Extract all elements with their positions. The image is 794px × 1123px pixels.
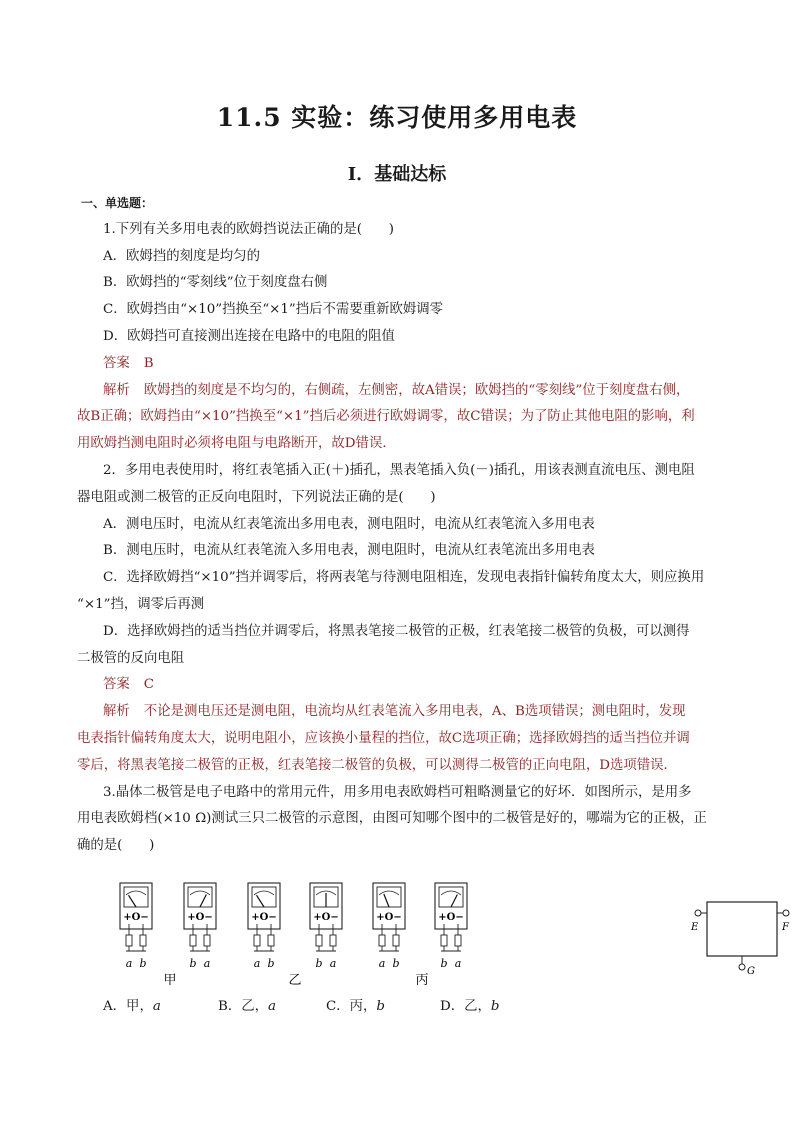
option-letter: b xyxy=(376,999,385,1014)
q1-stem: 1.下列有关多用电表的欧姆挡说法正确的是( ) xyxy=(103,221,395,237)
option-letter: a xyxy=(268,999,276,1014)
q3-option-b xyxy=(218,995,276,1014)
meter-needle xyxy=(200,895,206,907)
meter-terminal-symbol: +O− xyxy=(438,912,464,923)
q3-stem-line: 3.晶体二极管是电子电路中的常用元件，用多用电表欧姆档可粗略测量它的好坏．如图所示，是用多 xyxy=(103,784,692,800)
q2-analysis-line: 电表指针偏转角度太大，说明电阻小，应该换小量程的挡位，故C选项正确；选择欧姆挡的适当挡位并调 xyxy=(77,730,690,746)
option-prefix: D．乙， xyxy=(440,999,491,1014)
probe-tip xyxy=(316,935,322,946)
terminal-g xyxy=(739,964,745,970)
q2-option-d: D．选择欧姆挡的适当挡位并调零后，将黑表笔接二极管的正极，红表笔接二极管的负极，可以测得 xyxy=(103,623,690,639)
q1-analysis-line: 用欧姆挡测电阻时必须将电阻与电路断开，故D错误． xyxy=(77,436,396,452)
label-g: G xyxy=(747,966,755,977)
q1-option-c: C．欧姆挡由“×10”挡换至“×1”挡后不需要重新欧姆调零 xyxy=(103,302,444,318)
terminal-e xyxy=(695,910,701,916)
probe-tip xyxy=(393,935,399,946)
probe-label-left: a xyxy=(125,957,133,970)
probe-label-right: b xyxy=(139,957,147,970)
probe-label-left: b xyxy=(315,957,323,970)
meter-scale-arc xyxy=(441,891,461,895)
black-box xyxy=(707,902,777,956)
q1-analysis-line: 故B正确；欧姆挡由“×10”挡换至“×1”挡后必须进行欧姆调零，故C错误；为了防止其他电阻的影响，利 xyxy=(77,409,695,425)
meter-needle xyxy=(256,895,264,907)
meter-scale-arc xyxy=(126,891,146,895)
multimeter xyxy=(248,883,280,970)
probe-tip xyxy=(254,935,260,946)
meter-terminal-symbol: +O− xyxy=(376,912,402,923)
label-e: E xyxy=(691,922,699,933)
q2-option-c: C．选择欧姆挡“×10”挡并调零后，将两表笔与待测电阻相连，发现电表指针偏转角度太大，则应换用 xyxy=(103,570,705,586)
multimeter-diagrams xyxy=(120,883,467,970)
analysis-label: 解析 xyxy=(103,382,130,398)
answer-value: B xyxy=(143,355,154,371)
probe-label-right: a xyxy=(203,957,211,970)
page-title: 11.5 实验：练习使用多用电表 xyxy=(216,103,578,132)
probe-label-left: b xyxy=(189,957,197,970)
answer-label: 答案 xyxy=(103,677,130,693)
group-labels xyxy=(163,973,428,988)
meter-terminal-symbol: +O− xyxy=(251,912,277,923)
probe-tip xyxy=(441,935,447,946)
multimeter xyxy=(310,883,342,970)
black-box-diagram xyxy=(690,902,790,977)
option-prefix: B．乙， xyxy=(218,999,269,1014)
multimeter xyxy=(435,883,467,970)
meter-scale-arc xyxy=(254,891,274,895)
meter-terminal-symbol: +O− xyxy=(187,912,213,923)
probe-label-left: a xyxy=(378,957,386,970)
probe-tip xyxy=(455,935,461,946)
section-heading: Ⅰ．基础达标 xyxy=(347,164,447,185)
label-f: F xyxy=(782,922,789,933)
probe-tip xyxy=(140,935,146,946)
q3-option-d xyxy=(440,995,500,1014)
probe-tip xyxy=(379,935,385,946)
analysis-text: 欧姆挡的刻度是不均匀的，右侧疏，左侧密，故A错误；欧姆挡的“零刻线”位于刻度盘右侧， xyxy=(143,382,690,398)
answer-label: 答案 xyxy=(103,355,130,371)
probe-tip xyxy=(126,935,132,946)
subheading: 一、单选题： xyxy=(81,196,154,210)
probe-label-right: b xyxy=(267,957,275,970)
q2-option-b: B．测电压时，电流从红表笔流入多用电表，测电阻时，电流从红表笔流出多用电表 xyxy=(103,543,595,559)
meter-dial-window xyxy=(124,887,148,907)
q1-option-b: B．欧姆挡的“零刻线”位于刻度盘右侧 xyxy=(103,275,328,291)
q3-option-c xyxy=(326,995,385,1014)
meter-needle xyxy=(128,895,136,907)
meter-dial-window xyxy=(377,887,401,907)
probe-tip xyxy=(190,935,196,946)
q2-analysis-line: 零后，将黑表笔接二极管的正极，红表笔接二极管的负极，可以测得二极管的正向电阻，D选项错误． xyxy=(77,757,677,773)
option-prefix: A．甲， xyxy=(103,999,153,1014)
meter-scale-arc xyxy=(190,891,210,895)
terminal-f xyxy=(783,910,789,916)
meter-terminal-symbol: +O− xyxy=(123,912,149,923)
meter-dial-window xyxy=(252,887,276,907)
q1-option-a: A．欧姆挡的刻度是均匀的 xyxy=(103,248,260,264)
probe-tip xyxy=(268,935,274,946)
group-label-bing: 丙 xyxy=(415,973,429,988)
q2-option-d-cont: 二极管的反向电阻 xyxy=(77,650,185,666)
multimeter xyxy=(184,883,216,970)
answer-value: C xyxy=(143,677,155,693)
meter-needle xyxy=(384,894,389,907)
group-label-jia: 甲 xyxy=(163,973,177,988)
meter-dial-window xyxy=(439,887,463,907)
q1-option-d: D．欧姆挡可直接测出连接在电路中的电阻的阻值 xyxy=(103,328,395,344)
q2-stem-line: 2．多用电表使用时，将红表笔插入正(＋)插孔，黑表笔插入负(－)插孔，用该表测直流电压、测电阻 xyxy=(103,462,695,478)
multimeter xyxy=(373,883,405,970)
analysis-text: 不论是测电压还是测电阻，电流均从红表笔流入多用电表，A、B选项错误；测电阻时，发现 xyxy=(143,704,686,720)
group-label-yi: 乙 xyxy=(288,973,302,988)
option-letter: b xyxy=(490,999,500,1014)
probe-label-right: b xyxy=(392,957,400,970)
meter-needle xyxy=(451,895,457,907)
q3-stem-line: 用电表欧姆档(×10 Ω)测试三只二极管的示意图，由图可知哪个图中的二极管是好的，哪端为它的正极，正 xyxy=(77,811,707,827)
meter-terminal-symbol: +O− xyxy=(313,912,339,923)
multimeter xyxy=(120,883,152,970)
analysis-label: 解析 xyxy=(103,704,130,720)
probe-label-right: a xyxy=(454,957,462,970)
probe-tip xyxy=(330,935,336,946)
q2-option-a: A．测电压时，电流从红表笔流出多用电表，测电阻时，电流从红表笔流入多用电表 xyxy=(103,516,595,532)
probe-label-right: a xyxy=(329,957,337,970)
meter-dial-window xyxy=(188,887,212,907)
option-letter: a xyxy=(152,999,161,1014)
q3-option-a xyxy=(103,995,161,1014)
probe-tip xyxy=(204,935,210,946)
q3-stem-line: 确的是( ) xyxy=(77,838,155,854)
q2-option-c-cont: “×1”挡，调零后再测 xyxy=(77,596,205,612)
q2-stem-line: 器电阻或测二极管的正反向电阻时，下列说法正确的是( ) xyxy=(77,489,436,505)
option-prefix: C．丙， xyxy=(326,999,377,1014)
probe-label-left: b xyxy=(440,957,448,970)
probe-label-left: a xyxy=(253,957,261,970)
meter-scale-arc xyxy=(379,891,399,895)
